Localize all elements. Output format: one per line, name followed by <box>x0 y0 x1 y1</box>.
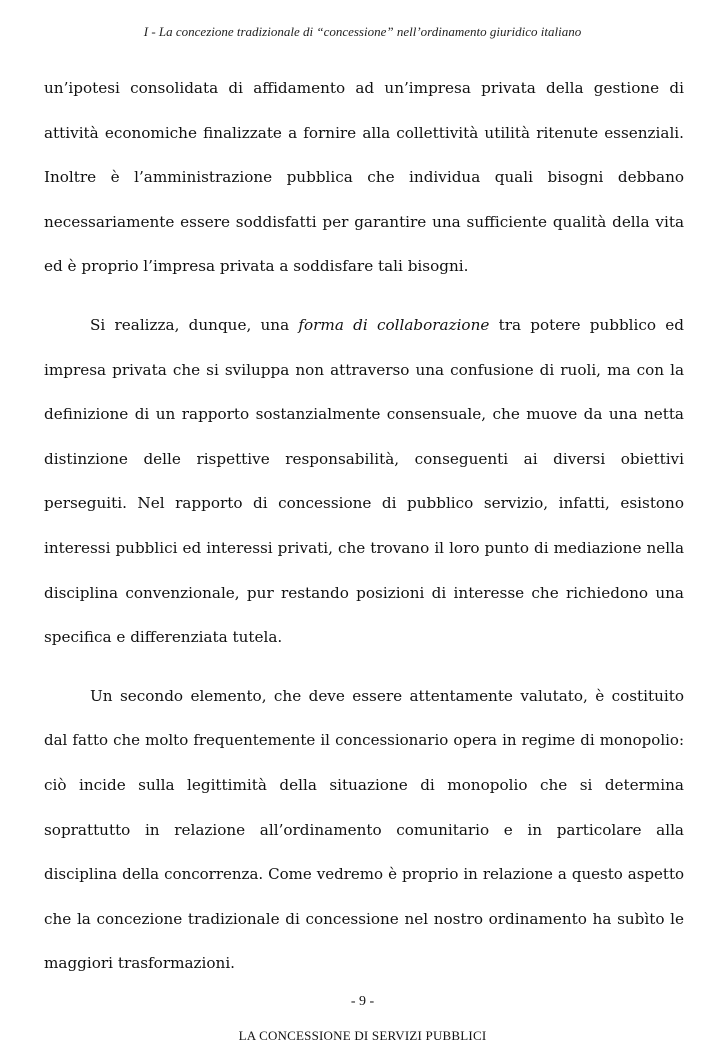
text-segment: Si realizza, dunque, una <box>90 315 290 334</box>
text-line: attività economiche finalizzate a fornire alla collettività utilità ritenute essenziali. <box>44 123 684 142</box>
text-line: Un secondo elemento, che deve essere attentamente valutato, è costituito <box>90 686 684 705</box>
text-line: Inoltre è l’amministrazione pubblica che individua quali bisogni debbano <box>44 168 684 187</box>
emphasis-text: forma di collaborazione <box>298 315 490 334</box>
paragraph-1 <box>44 66 684 289</box>
text-line: distinzione delle rispettive responsabilità, conseguenti ai diversi obiettivi <box>44 449 684 468</box>
text-line: specifica e differenziata tutela. <box>44 628 283 647</box>
body-text <box>44 66 684 986</box>
page-number: - 9 - <box>350 994 375 1009</box>
text-line: impresa privata che si sviluppa non attraverso una confusione di ruoli, ma con la <box>44 360 684 379</box>
text-line: ciò incide sulla legittimità della situazione di monopolio che si determina <box>44 775 684 794</box>
text-line: perseguiti. Nel rapporto di concessione di pubblico servizio, infatti, esistono <box>44 494 684 513</box>
paragraph-2 <box>44 303 684 660</box>
text-line: dal fatto che molto frequentemente il concessionario opera in regime di monopolio: <box>44 731 684 750</box>
running-header: I - La concezione tradizionale di “concessione” nell’ordinamento giuridico italiano <box>143 24 582 39</box>
text-line: ed è proprio l’impresa privata a soddisfare tali bisogni. <box>44 257 469 276</box>
text-line: un’ipotesi consolidata di affidamento ad un’impresa privata della gestione di <box>44 79 684 97</box>
text-line: disciplina della concorrenza. Come vedremo è proprio in relazione a questo aspetto <box>44 865 684 884</box>
text-line: maggiori trasformazioni. <box>44 954 236 973</box>
footer-title: LA CONCESSIONE DI SERVIZI PUBBLICI <box>238 1028 487 1043</box>
paragraph-3 <box>44 674 684 986</box>
text-line: soprattutto in relazione all’ordinamento comunitario e in particolare alla <box>44 820 684 839</box>
text-line: necessariamente essere soddisfatti per garantire una sufficiente qualità della vita <box>44 212 684 231</box>
text-line: disciplina convenzionale, pur restando posizioni di interesse che richiedono una <box>44 583 684 602</box>
text-segment: tra potere pubblico ed <box>498 315 685 334</box>
text-line: che la concezione tradizionale di concessione nel nostro ordinamento ha subìto le <box>44 909 684 928</box>
text-line: definizione di un rapporto sostanzialmente consensuale, che muove da una netta <box>44 405 684 424</box>
text-line: interessi pubblici ed interessi privati, che trovano il loro punto di mediazione nella <box>44 538 684 557</box>
text-line <box>44 303 684 348</box>
